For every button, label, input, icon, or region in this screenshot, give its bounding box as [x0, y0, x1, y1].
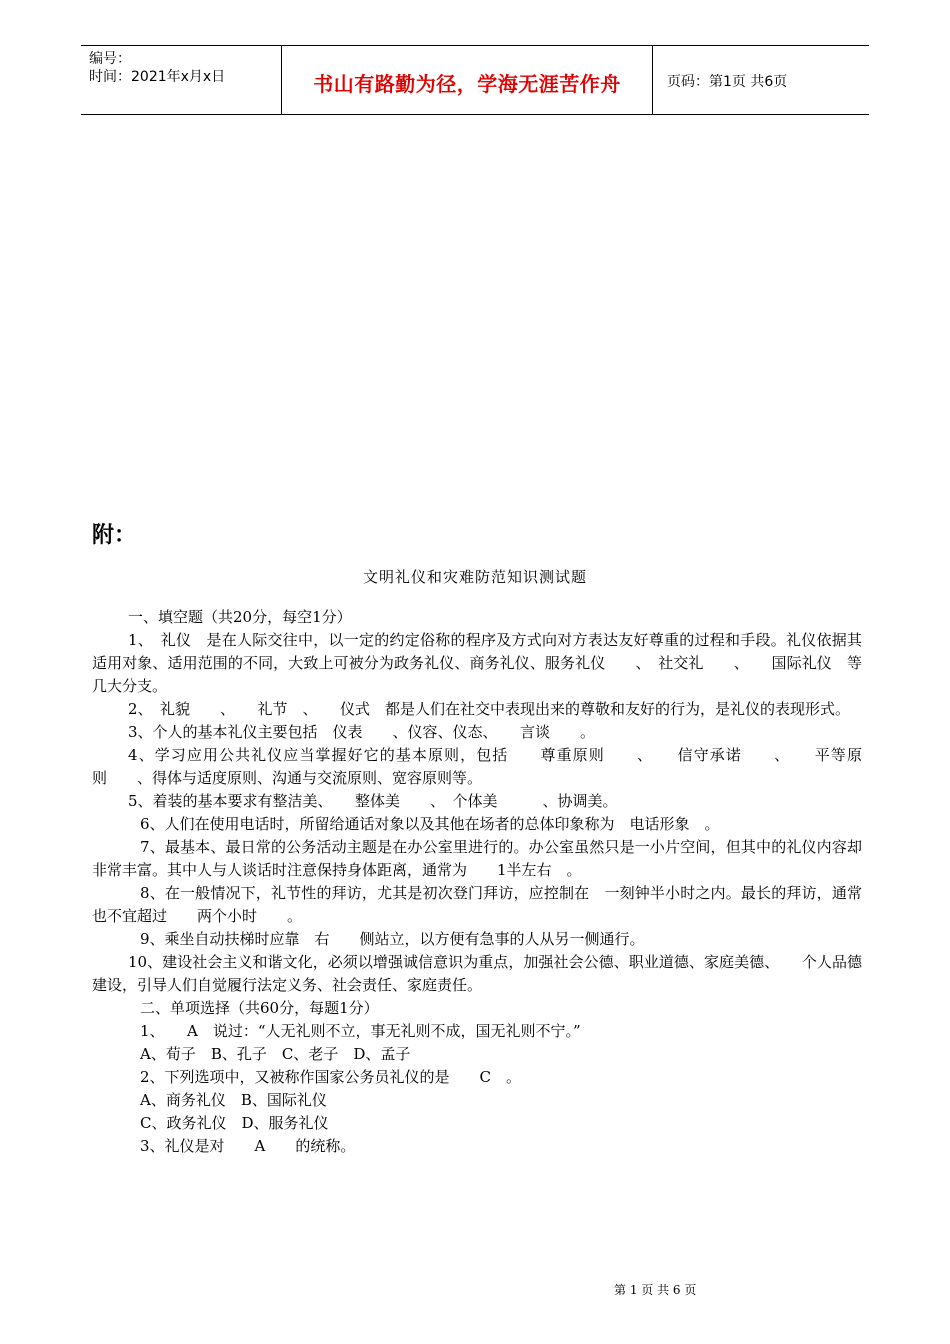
question-paragraph: 1、 A 说过：“人无礼则不立，事无礼则不成，国无礼则不宁。”	[140, 1022, 581, 1040]
question-paragraph: 3、个人的基本礼仪主要包括 仪表 、仪容、仪态、 言谈 。	[128, 723, 596, 741]
question-paragraph: 10、建设社会主义和谐文化，必须以增强诚信意识为重点，加强社会公德、职业道德、家庭美德、 个人品德 建设，引导人们自觉履行法定义务、社会责任、家庭责任。	[92, 953, 893, 994]
question-paragraph: 7、最基本、最日常的公务活动主题是在办公室里进行的。办公室虽然只是一小片空间，但其中的礼仪内容却非常丰富。其中人与人谈话时注意保持身体距离，通常为 1半左右 。	[92, 838, 862, 879]
header-code-label: 编号：	[89, 51, 131, 67]
appendix-label: 附：	[92, 523, 137, 548]
question-paragraph: 1、 礼仪 是在人际交往中，以一定的约定俗称的程序及方式向对方表达友好尊重的过程和手段。礼仪依据其适用对象、适用范围的不同，大致上可被分为政务礼仪、商务礼仪、服务礼仪 、 社交礼 、 国际礼仪 等几大分支。	[92, 631, 862, 695]
answer-options: A、荀子 B、孔子 C、老子 D、孟子	[140, 1045, 411, 1063]
answer-options: C、政务礼仪 D、服务礼仪	[140, 1114, 329, 1132]
document-body	[92, 606, 893, 1158]
header-time-label: 时间：2021年x月x日	[89, 69, 226, 85]
page-footer: 第 1 页 共 6 页	[614, 1283, 697, 1297]
header-page-info: 页码：第1页 共6页	[667, 74, 788, 90]
section-heading-fill-in: 一、填空题（共20分，每空1分）	[128, 608, 352, 626]
header-page-cell	[653, 46, 869, 114]
header-motto-cell	[282, 46, 653, 114]
page-header	[81, 45, 869, 115]
question-paragraph: 4、学习应用公共礼仪应当掌握好它的基本原则，包括 尊重原则 、 信守承诺 、 平等原则 、得体与适度原则、沟通与交流原则、宽容原则等。	[92, 746, 862, 787]
question-paragraph: 2、下列选项中，又被称作国家公务员礼仪的是 C 。	[140, 1068, 522, 1086]
question-paragraph: 9、乘坐自动扶梯时应靠 右 侧站立，以方便有急事的人从另一侧通行。	[140, 930, 645, 948]
question-paragraph: 8、在一般情况下，礼节性的拜访，尤其是初次登门拜访，应控制在 一刻钟半小时之内。最长的拜访，通常也不宜超过 两个小时 。	[92, 884, 862, 925]
document-title: 文明礼仪和灾难防范知识测试题	[362, 568, 587, 586]
question-paragraph: 3、礼仪是对 A 的统称。	[140, 1137, 356, 1155]
answer-options: A、商务礼仪 B、国际礼仪	[140, 1091, 327, 1109]
question-paragraph: 5、着装的基本要求有整洁美、 整体美 、 个体美 、协调美。	[128, 792, 618, 810]
section-heading-choice: 二、单项选择（共60分，每题1分）	[140, 999, 379, 1017]
header-motto: 书山有路勤为径，学海无涯苦作舟	[313, 72, 621, 96]
question-paragraph: 6、人们在使用电话时，所留给通话对象以及其他在场者的总体印象称为 电话形象 。	[140, 815, 720, 833]
question-paragraph: 2、 礼貌 、 礼节 、 仪式 都是人们在社交中表现出来的尊敬和友好的行为，是礼仪的表现形式。	[128, 700, 851, 718]
header-left-cell	[81, 46, 282, 114]
